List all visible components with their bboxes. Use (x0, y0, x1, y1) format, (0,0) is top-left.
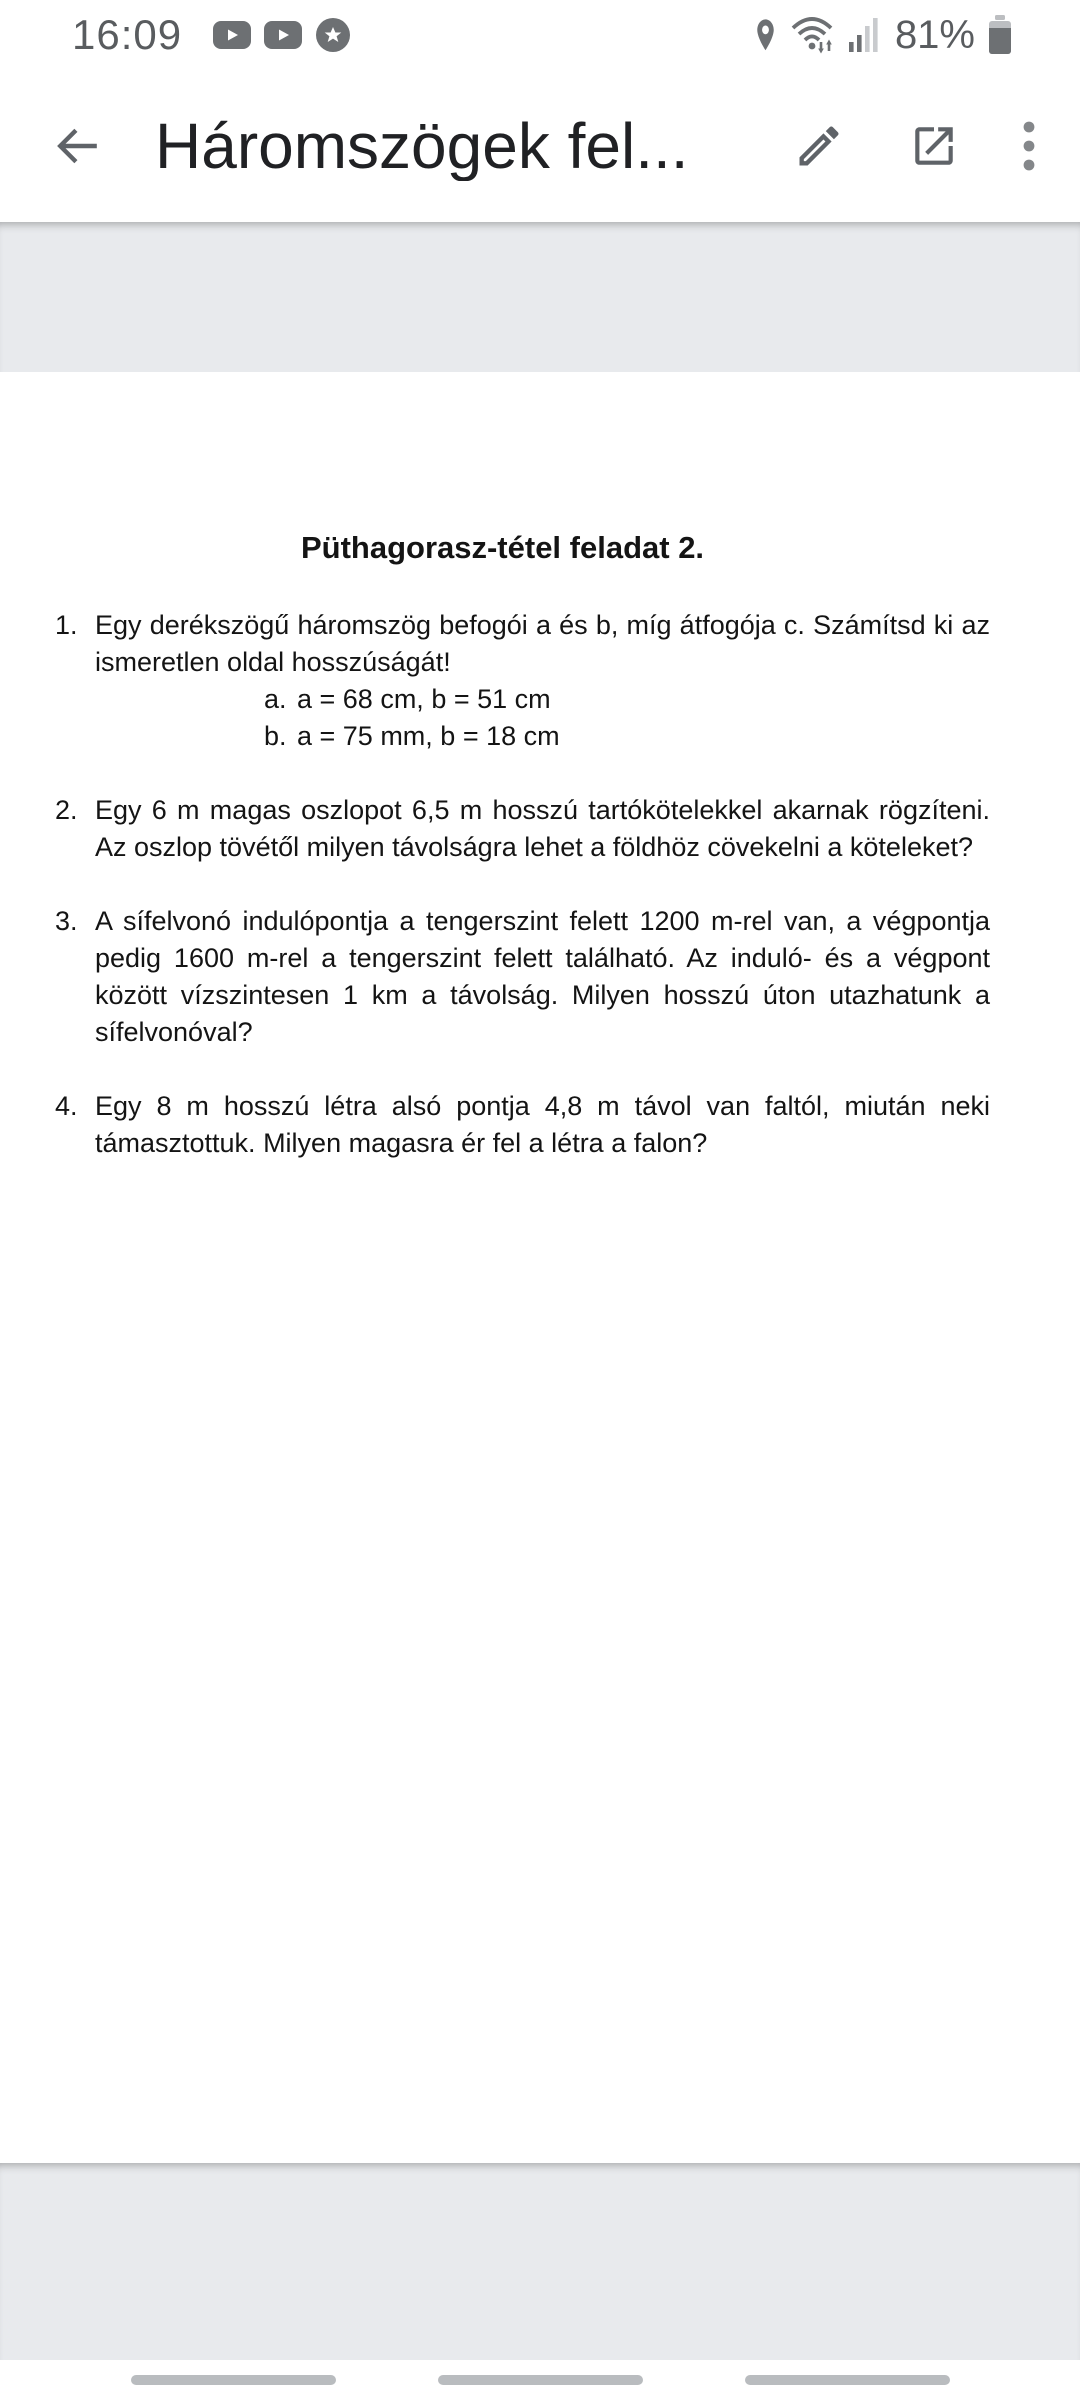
edit-pencil-icon (793, 120, 845, 172)
edit-button[interactable] (793, 120, 845, 172)
status-bar-left (72, 11, 351, 58)
problem-list (0, 607, 1080, 1162)
location-icon (753, 18, 778, 52)
sub-item-text: a = 68 cm, b = 51 cm (297, 684, 551, 714)
problem-text: Egy 8 m hosszú létra alsó pontja 4,8 m távol van faltól, miután neki támasztottuk. Milyen magasra ér fel a létra a falon? (95, 1091, 990, 1158)
open-in-new-icon (909, 121, 959, 171)
nav-recents-hint[interactable] (131, 2375, 336, 2385)
problem-number: 3. (55, 906, 78, 936)
problem-sublist (264, 681, 990, 755)
problem-number: 4. (55, 1091, 78, 1121)
viewer-background-top (0, 222, 1080, 372)
worksheet-title: Püthagorasz-tétel feladat 2. (300, 530, 705, 565)
problem-number: 1. (55, 610, 78, 640)
status-bar (0, 0, 1080, 70)
app-bar (0, 70, 1080, 222)
more-options-button[interactable] (1023, 121, 1035, 171)
problem-text: Egy derékszögű háromszög befogói a és b, míg átfogója c. Számítsd ki az ismeretlen oldal hosszúságát! (95, 610, 990, 677)
problem-item (0, 903, 1080, 1051)
problem-number: 2. (55, 795, 78, 825)
star-circle-icon (315, 17, 351, 53)
nav-home-hint[interactable] (438, 2375, 643, 2385)
open-in-new-button[interactable] (909, 121, 959, 171)
navigation-bar (0, 2360, 1080, 2400)
document-title-bar: Háromszögek fel... (155, 110, 689, 182)
sub-item (264, 718, 990, 755)
youtube-icon (213, 21, 251, 49)
problem-item (0, 607, 1080, 755)
signal-icon (848, 16, 879, 54)
back-arrow-icon (55, 123, 101, 169)
wifi-icon (791, 14, 835, 56)
problem-item (0, 1088, 1080, 1162)
viewer-background-bottom (0, 2163, 1080, 2360)
problem-text: A sífelvonó indulópontja a tengerszint felett 1200 m-rel van, a végpontja pedig 1600 m-rel a tengerszint felett található. Az induló- és a végpont között vízszintesen 1 km a távolság. Milyen hosszú úton utazhatunk a sífelvonóval? (95, 906, 990, 1047)
battery-percent: 81% (894, 13, 975, 57)
document-page[interactable] (0, 372, 1080, 2163)
status-bar-right (740, 14, 1012, 56)
sub-item-text: a = 75 mm, b = 18 cm (297, 721, 560, 751)
nav-back-hint[interactable] (745, 2375, 950, 2385)
clock: 16:09 (72, 11, 183, 58)
more-vert-icon (1023, 121, 1035, 171)
sub-item-marker: a. (264, 684, 287, 714)
back-button[interactable] (55, 123, 101, 169)
problem-text: Egy 6 m magas oszlopot 6,5 m hosszú tartókötelekkel akarnak rögzíteni. Az oszlop tövétől milyen távolságra lehet a földhöz cövekelni a köteleket? (95, 795, 990, 862)
youtube-icon (264, 21, 302, 49)
battery-icon (988, 15, 1012, 55)
sub-item (264, 681, 990, 718)
problem-item (0, 792, 1080, 866)
sub-item-marker: b. (264, 721, 287, 751)
